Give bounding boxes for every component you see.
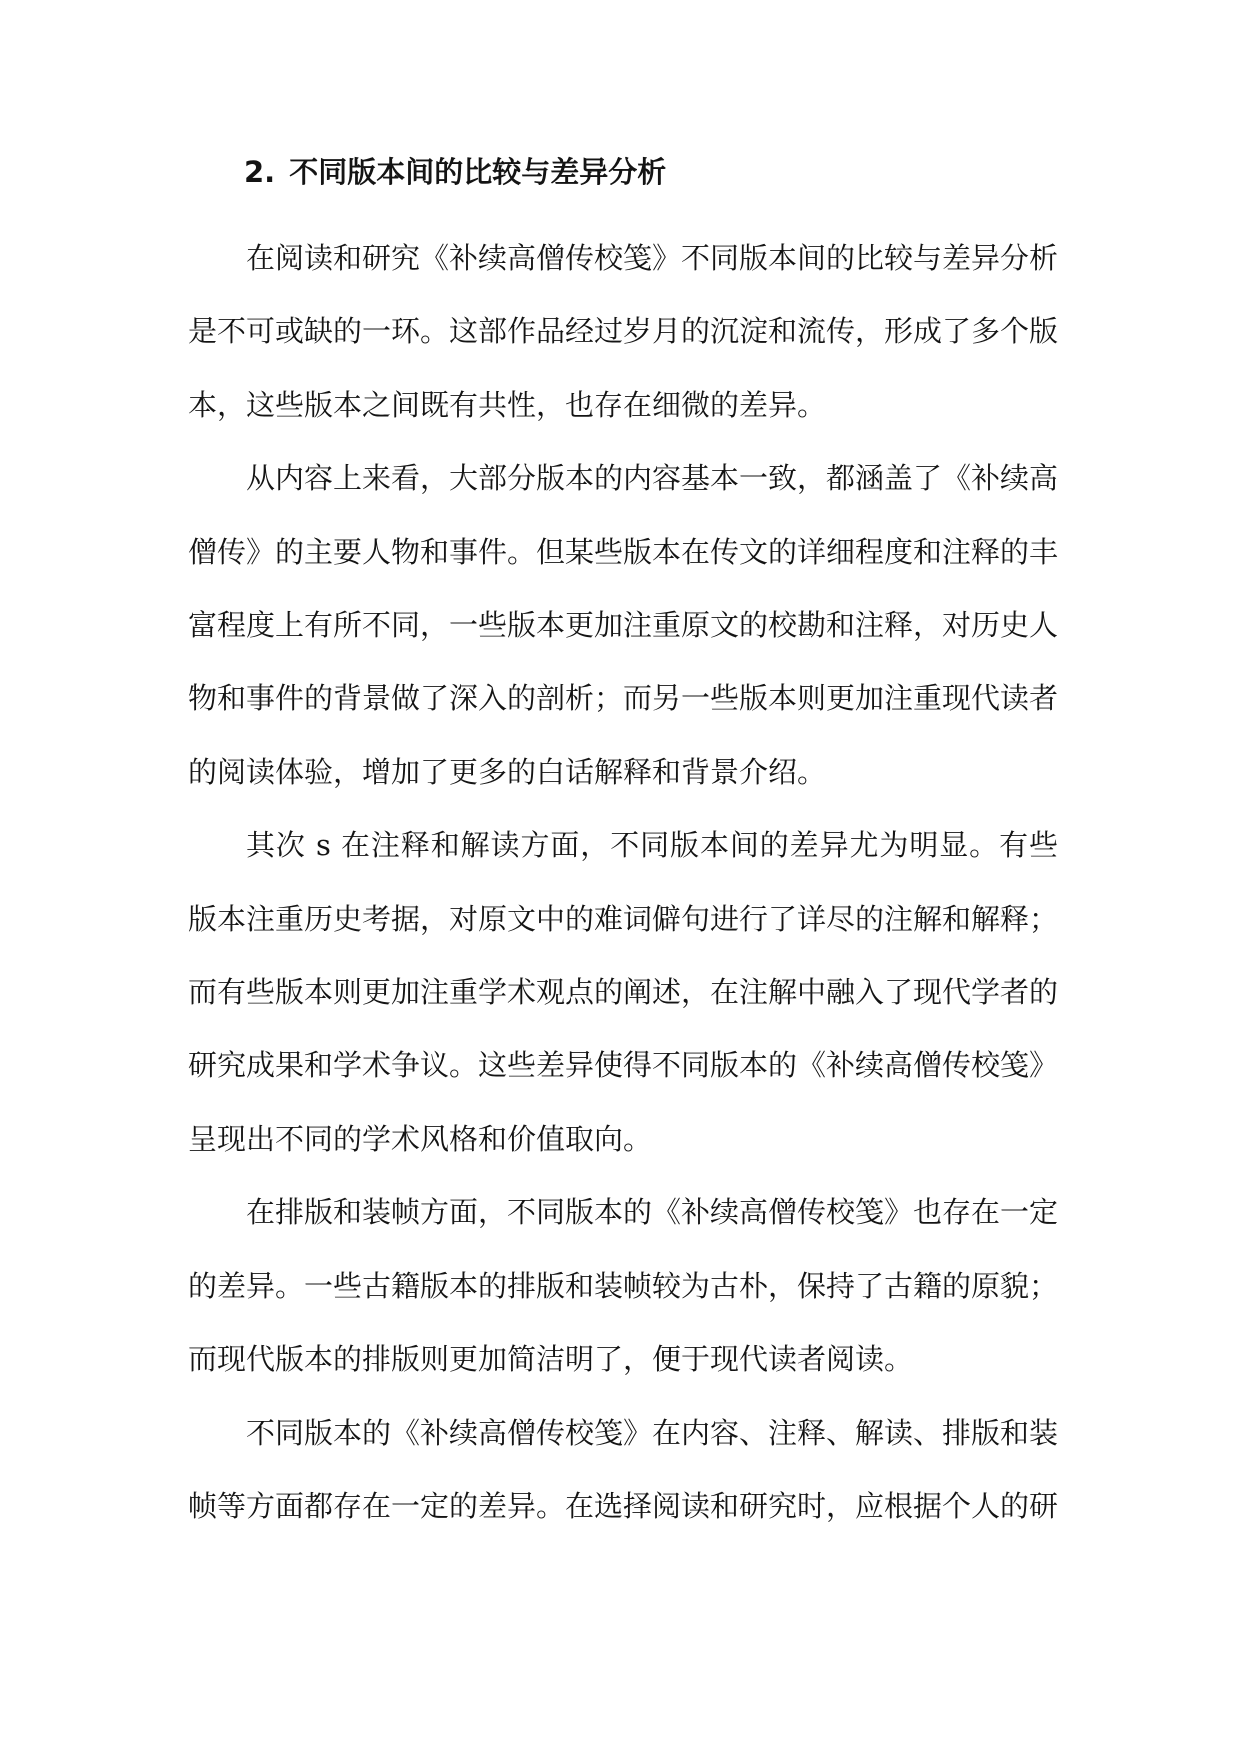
- section-title: 不同版本间的比较与差异分析: [289, 155, 667, 189]
- body-text: [188, 222, 1058, 1543]
- paragraph-content-differences: 从内容上来看，大部分版本的内容基本一致，都涵盖了《补续高僧传》的主要人物和事件。但某些版本在传文的详细程度和注释的丰富程度上有所不同，一些版本更加注重原文的校勘和注释，对历史人物和事件的背景做了深入的剖析；而另一些版本则更加注重现代读者的阅读体验，增加了更多的白话解释和背景介绍。: [188, 461, 1059, 789]
- section-heading: [244, 150, 1104, 194]
- section-number: 2.: [244, 155, 276, 189]
- paragraph-annotation-differences: 其次 s 在注释和解读方面，不同版本间的差异尤为明显。有些版本注重历史考据，对原文中的难词僻句进行了详尽的注解和解释；而有些版本则更加注重学术观点的阐述，在注解中融入了现代学者的研究成果和学术争议。这些差异使得不同版本的《补续高僧传校笺》呈现出不同的学术风格和价值取向。: [188, 828, 1059, 1156]
- paragraph-summary: 不同版本的《补续高僧传校笺》在内容、注释、解读、排版和装帧等方面都存在一定的差异。在选择阅读和研究时，应根据个人的研: [188, 1415, 1059, 1523]
- paragraph-version-comparison-intro: 在阅读和研究《补续高僧传校笺》不同版本间的比较与差异分析是不可或缺的一环。这部作品经过岁月的沉淀和流传，形成了多个版本，这些版本之间既有共性，也存在细微的差异。: [188, 241, 1059, 422]
- paragraph-layout-binding-differences: 在排版和装帧方面，不同版本的《补续高僧传校笺》也存在一定的差异。一些古籍版本的排版和装帧较为古朴，保持了古籍的原貌；而现代版本的排版则更加简洁明了，便于现代读者阅读。: [188, 1195, 1059, 1377]
